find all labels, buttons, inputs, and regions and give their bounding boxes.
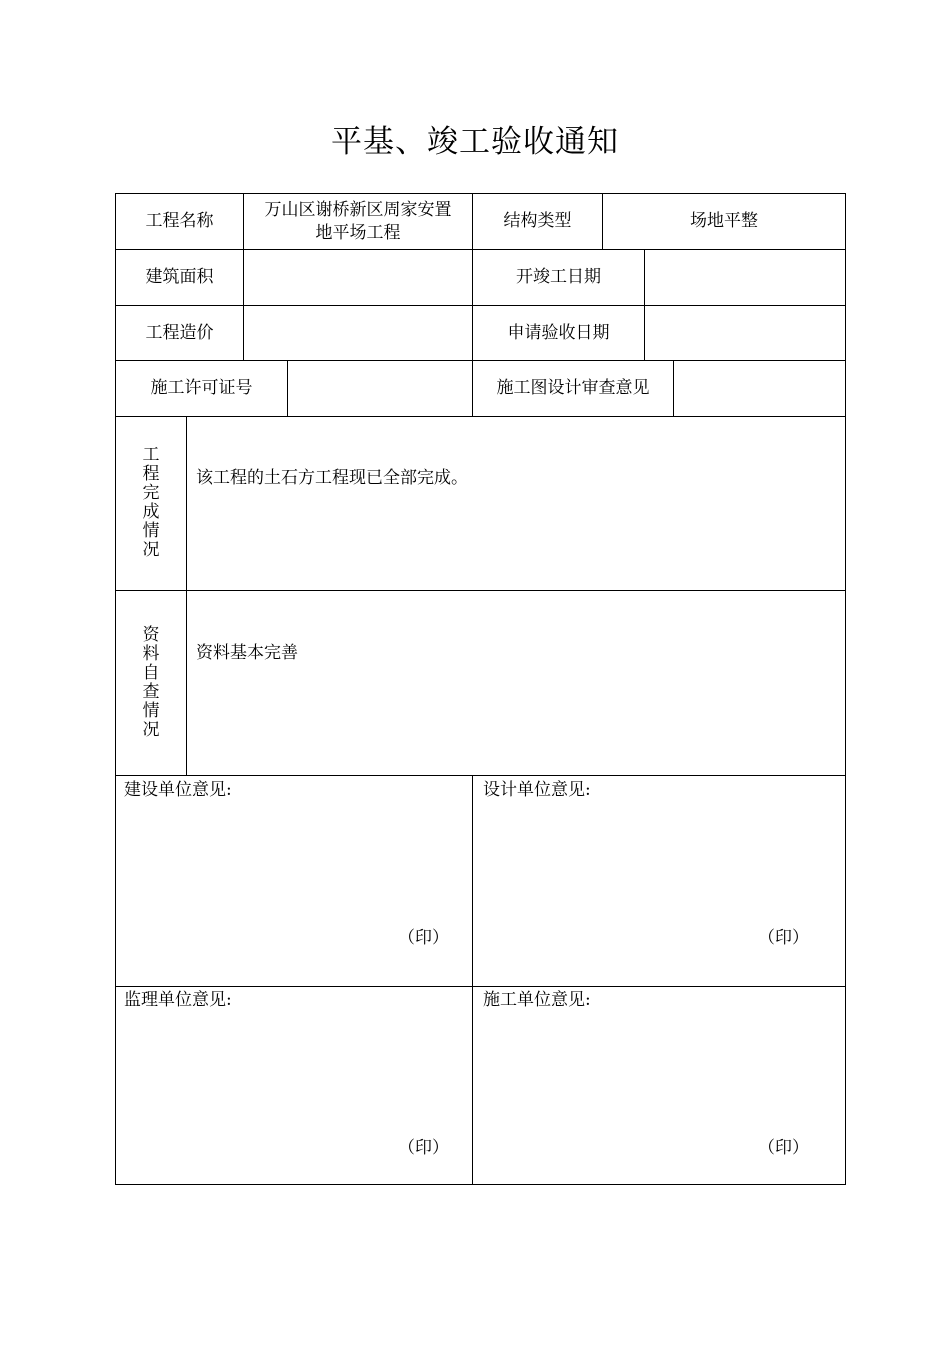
self-check-label-char: 自 <box>142 663 160 683</box>
table-border-right <box>845 193 846 1185</box>
completion-text: 该工程的土石方工程现已全部完成。 <box>196 468 468 488</box>
completion-label-char: 况 <box>142 540 160 560</box>
col-divider <box>186 416 187 776</box>
table-border-bottom <box>115 1184 846 1185</box>
building-area-label: 建筑面积 <box>145 267 214 287</box>
self-check-label <box>116 626 186 740</box>
design-unit-opinion-label: 设计单位意见: <box>483 780 591 800</box>
project-cost-label: 工程造价 <box>145 322 214 343</box>
completion-label-char: 工 <box>142 445 160 465</box>
row-divider <box>115 416 846 417</box>
project-name-value <box>244 194 472 249</box>
completion-label-char: 程 <box>142 464 160 484</box>
project-cost-value <box>244 306 472 360</box>
self-check-label-char: 查 <box>142 682 160 702</box>
self-check-label-char: 资 <box>142 625 160 645</box>
row-divider <box>115 775 846 776</box>
design-unit-seal: （印） <box>758 928 809 948</box>
acceptance-date-value <box>645 306 845 360</box>
contractor-unit-seal: （印） <box>758 1138 809 1158</box>
permit-number-value <box>288 361 472 416</box>
completion-label-char: 情 <box>142 521 160 541</box>
start-end-date-label: 开竣工日期 <box>516 267 601 287</box>
completion-label-char: 完 <box>142 483 160 503</box>
col-divider <box>472 775 473 1185</box>
construction-unit-opinion-label: 建设单位意见: <box>124 780 232 800</box>
document-title: 平基、竣工验收通知 <box>331 124 619 160</box>
drawing-review-label: 施工图设计审查意见 <box>496 378 650 398</box>
permit-number-label: 施工许可证号 <box>150 378 253 398</box>
project-name-label: 工程名称 <box>145 211 214 231</box>
project-name-line2: 地平场工程 <box>315 222 401 243</box>
acceptance-date-label: 申请验收日期 <box>507 322 610 343</box>
structure-type-value: 场地平整 <box>690 211 758 231</box>
completion-label-char: 成 <box>142 502 160 522</box>
contractor-unit-opinion-label: 施工单位意见: <box>483 990 591 1010</box>
supervision-unit-opinion-label: 监理单位意见: <box>124 990 232 1010</box>
self-check-label-char: 况 <box>142 720 160 740</box>
construction-unit-seal: （印） <box>398 928 449 948</box>
completion-label <box>116 446 186 560</box>
supervision-unit-seal: （印） <box>398 1138 449 1158</box>
self-check-label-char: 情 <box>142 701 160 721</box>
row-divider <box>115 590 846 591</box>
row-divider <box>115 986 846 987</box>
building-area-value <box>244 250 472 305</box>
project-name-line1: 万山区谢桥新区周家安置 <box>264 199 452 220</box>
drawing-review-value <box>674 361 845 416</box>
start-end-date-value <box>645 250 845 305</box>
structure-type-label: 结构类型 <box>503 211 572 231</box>
self-check-text: 资料基本完善 <box>196 643 298 663</box>
self-check-label-char: 料 <box>142 644 160 664</box>
